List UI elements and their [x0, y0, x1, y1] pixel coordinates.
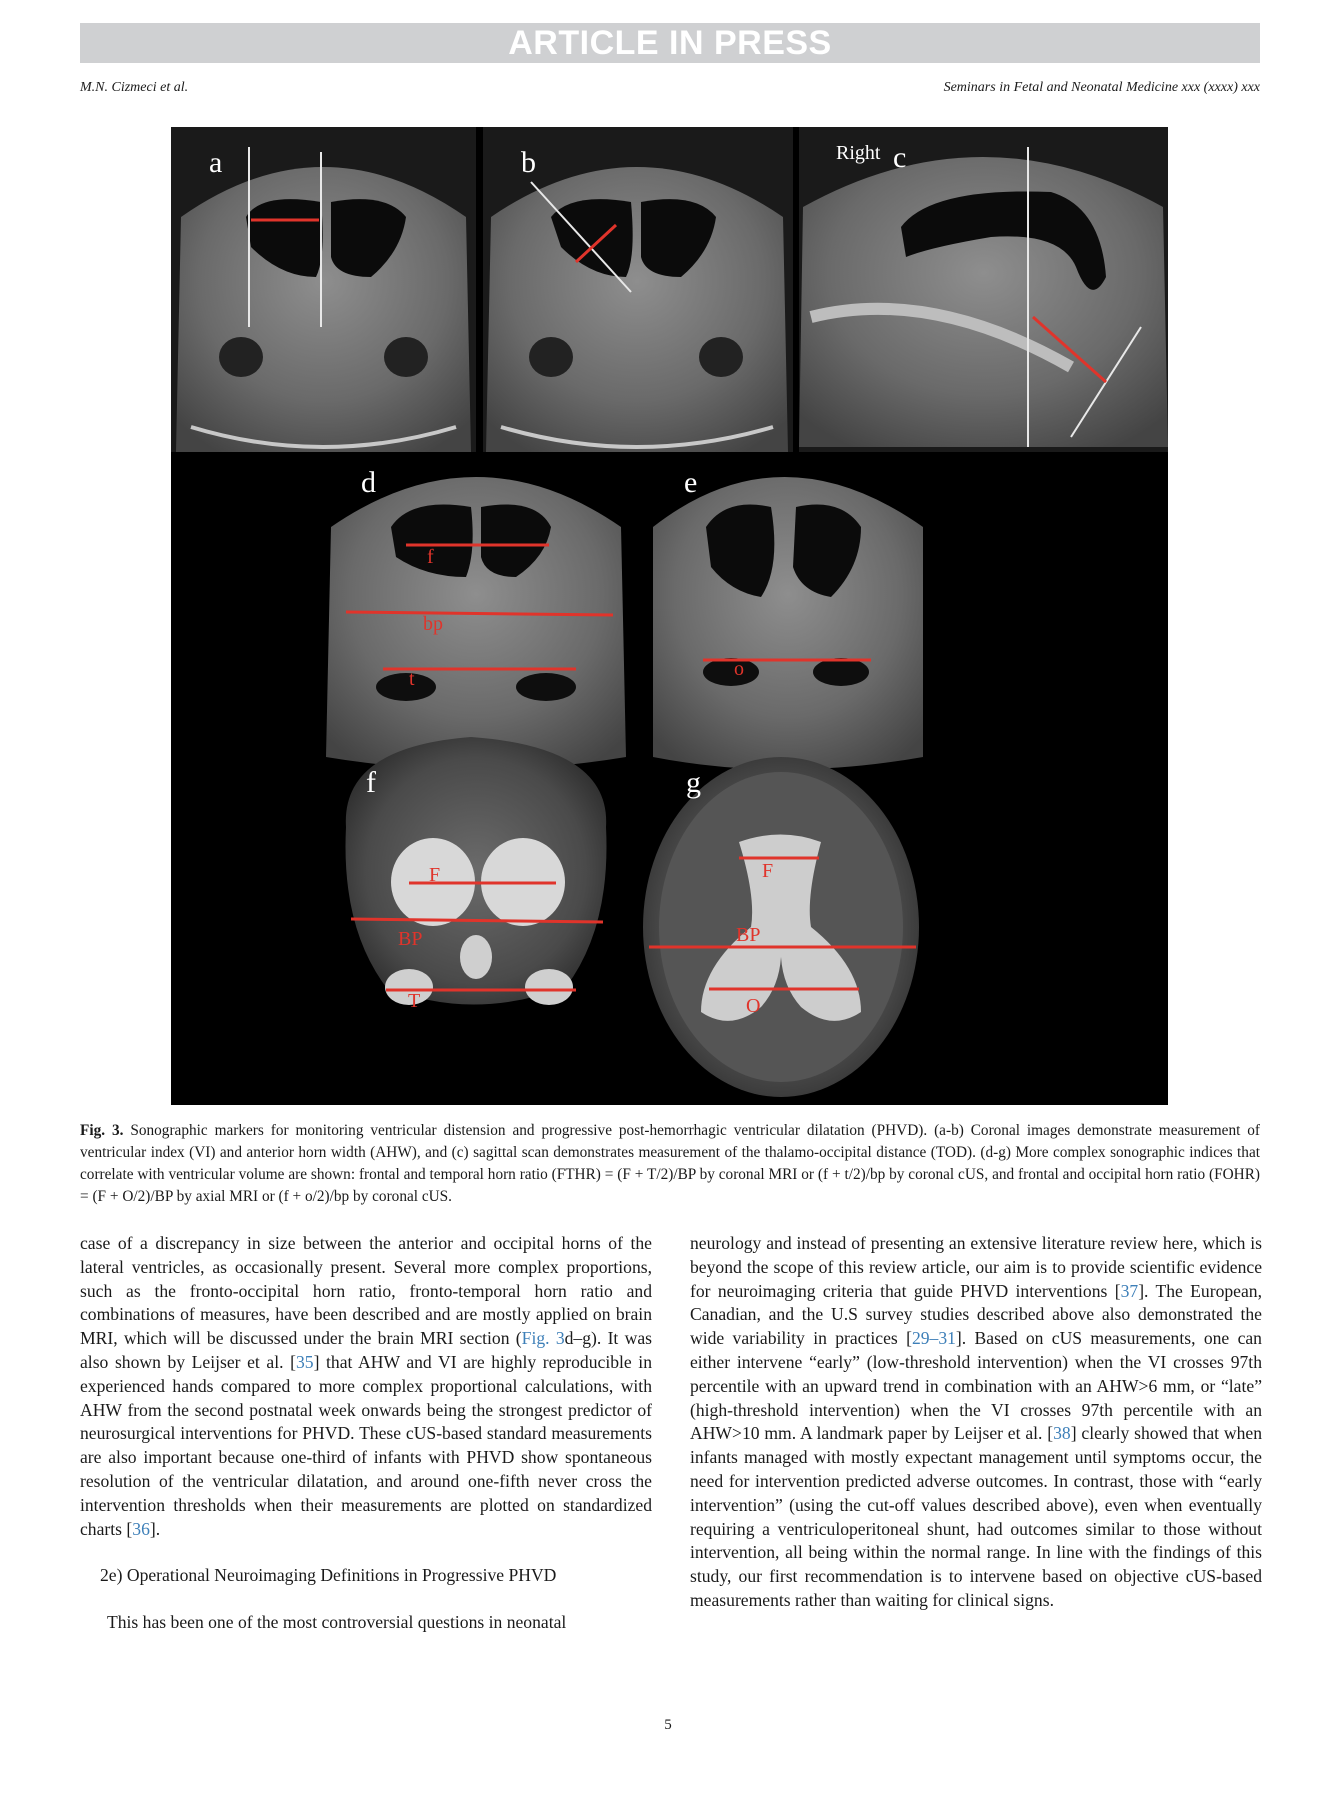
panel-letter-g: g [686, 766, 701, 799]
running-head-journal: Seminars in Fetal and Neonatal Medicine xxx (xxxx) xxx [943, 80, 1260, 95]
text-run: d–g). It was also shown by Leijser et al. [ [80, 1328, 652, 1372]
panel-d-ultrasound [326, 466, 626, 770]
label-d-f: f [427, 546, 434, 568]
panel-a-ultrasound [171, 127, 476, 452]
label-f-F: F [429, 864, 441, 886]
panel-letter-f: f [366, 766, 376, 799]
citation-link-35[interactable]: 35 [295, 1351, 314, 1372]
label-f-T: T [408, 990, 421, 1012]
panel-letter-c: c [893, 141, 907, 174]
figure-reference-link[interactable]: Fig. 3 [521, 1328, 565, 1349]
citation-link-29-31[interactable]: 29–31 [911, 1328, 956, 1349]
figure-3 [171, 127, 1168, 1105]
label-d-t: t [409, 668, 415, 690]
text-run: ]. The European, Canadian, and the U.S survey studies described above also demonstrated the wide variability in practices [ [690, 1280, 1262, 1349]
label-d-bp: bp [423, 613, 443, 635]
page-number: 5 [664, 1717, 672, 1733]
orientation-label-right: Right [836, 142, 881, 164]
label-g-BP: BP [736, 924, 761, 946]
text-run: ]. Based on cUS measurements, one can either intervene “early” (low-threshold intervention) when the VI crosses 97th percentile with an upward trend in combination with an AHW>6 mm, or “late” (high-threshold intervention) when the VI crosses 97th percentile with an AHW>10 mm. A landmark paper by Leijser et al. [ [690, 1328, 1262, 1444]
label-f-BP: BP [398, 928, 423, 950]
panel-g-mri [643, 757, 919, 1097]
body-column-left [80, 1232, 652, 1635]
panel-letter-a: a [209, 146, 223, 179]
label-g-F: F [762, 860, 774, 882]
text-run: ]. [149, 1518, 161, 1539]
body-column-right [690, 1232, 1262, 1613]
text-run: case of a discrepancy in size between the anterior and occipital horns of the lateral ventricles, as occasionally present. Several more complex proportions, such as the fronto-occipital horn ratio, fronto-temporal horn ratio and combinations of measures, have been described and are mostly applied on brain MRI, which will be discussed under the brain MRI section ( [80, 1233, 652, 1349]
panel-letter-b: b [521, 146, 536, 179]
panel-letter-d: d [361, 466, 376, 499]
panel-b-ultrasound [483, 127, 793, 452]
panel-letter-e: e [684, 466, 698, 499]
text-run: ] clearly showed that when infants managed with mostly expectant management until symptoms occur, the need for intervention predicted adverse outcomes. In contrast, those with “early intervention” (using the cut-off values described above), even when eventually requiring a ventriculoperitoneal shunt, had outcomes similar to those without intervention, all being within the normal range. In line with the findings of this study, our first recommendation is to intervene based on objective cUS-based measurements rather than waiting for clinical signs. [690, 1423, 1262, 1610]
running-head-authors: M.N. Cizmeci et al. [80, 80, 189, 95]
paragraph-left-1 [80, 1232, 652, 1541]
figure-3-image [171, 127, 1168, 1105]
banner-text: ARTICLE IN PRESS [508, 24, 832, 62]
paragraph-left-2: This has been one of the most controversial questions in neonatal [107, 1612, 567, 1633]
panel-e-ultrasound [653, 466, 923, 770]
label-e-o: o [734, 658, 744, 680]
citation-link-37[interactable]: 37 [1120, 1280, 1139, 1301]
figure-caption [80, 1120, 1260, 1208]
label-g-O: O [746, 995, 761, 1017]
caption-text: Sonographic markers for monitoring ventricular distension and progressive post-hemorrhagic ventricular dilatation (PHVD). (a-b) Coronal images demonstrate measurement of ventricular index (VI) and anterior horn width (AHW), and (c) sagittal scan demonstrates measurement of the thalamo-occipital distance (TOD). (d-g) More complex sonographic indices that correlate with ventricular volume are shown: frontal and temporal horn ratio (FTHR) = (F + T/2)/BP by coronal MRI or (f + t/2)/bp by coronal cUS, and frontal and occipital horn ratio (FOHR) = (F + O/2)/BP by axial MRI or (f + o/2)/bp by coronal cUS. [80, 1122, 1260, 1205]
text-run: neurology and instead of presenting an extensive literature review here, which is beyond the scope of this review article, our aim is to provide scientific evidence for neuroimaging criteria that guide PHVD interventions [ [690, 1233, 1262, 1301]
panel-f-mri [346, 737, 607, 1012]
text-run: ] that AHW and VI are highly reproducible in experienced hands compared to more complex proportional calculations, with AHW from the second postnatal week onwards being the strongest predictor of neurosurgical interventions for PHVD. These cUS-based standard measurements are also important because one-third of infants with PHVD show spontaneous resolution of the ventricular dilatation, and around one-fifth never cross the intervention thresholds when their measurements are plotted on standardized charts [ [80, 1351, 652, 1539]
paragraph-right-1 [690, 1232, 1262, 1613]
citation-link-36[interactable]: 36 [132, 1518, 150, 1539]
article-in-press-banner [80, 23, 1260, 63]
citation-link-38[interactable]: 38 [1053, 1423, 1071, 1444]
section-heading-2e: 2e) Operational Neuroimaging Definitions in Progressive PHVD [100, 1565, 557, 1586]
caption-label: Fig. 3. [80, 1122, 124, 1139]
panel-c-ultrasound [799, 127, 1168, 452]
